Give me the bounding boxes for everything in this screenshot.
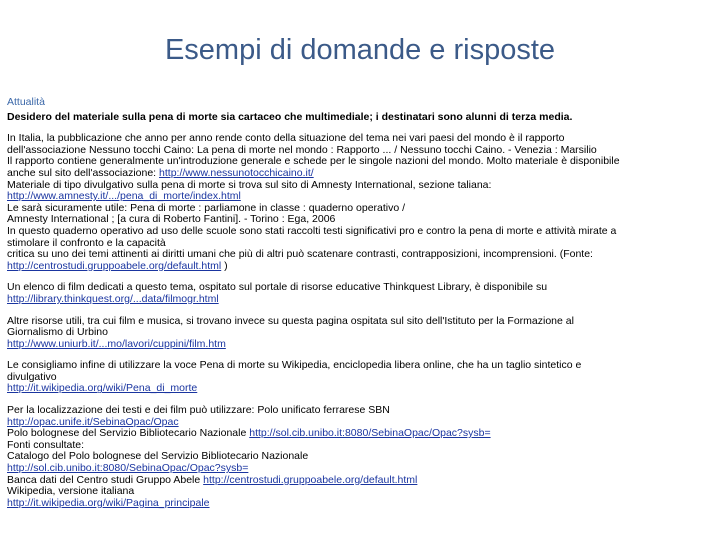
gruppo-abele-link-2[interactable]: http://centrostudi.gruppoabele.org/default.html (203, 473, 418, 486)
text-line (7, 498, 715, 510)
text-segment: Banca dati del Centro studi Gruppo Abele (7, 473, 204, 486)
page-title: Esempi di domande e risposte (164, 34, 556, 66)
text-line: Un elenco di film dedicati a questo tema, ospitato sul portale di risorse educative Thinkquest Library, è disponibile su (7, 281, 548, 294)
text-line: Catalogo del Polo bolognese del Servizio Bibliotecario Nazionale (7, 450, 309, 463)
wikipedia-pena-link[interactable]: http://it.wikipedia.org/wiki/Pena_di_morte (7, 382, 198, 395)
text-line: In Italia, la pubblicazione che anno per anno rende conto della situazione del tema nei vari paesi del mondo è il rapporto (7, 132, 565, 145)
text-line: In questo quaderno operativo ad uso delle scuole sono stati raccolti testi significativi pro e contro la pena di morte e attività mirate a (7, 224, 617, 237)
text-line: dell'associazione Nessuno tocchi Caino: La pena di morte nel mondo : Rapporto ... / Nessuno tocchi Caino. - Venezia : Marsilio (7, 143, 597, 156)
sol-cib-unibo-link-2[interactable]: http://sol.cib.unibo.it:8080/SebinaOpac/Opac?sysb= (7, 462, 249, 475)
nessuno-tocchi-caino-link[interactable]: http://www.nessunotocchicaino.it/ (159, 166, 314, 179)
text-line: Il rapporto contiene generalmente un'introduzione generale e schede per le singole nazioni del mondo. Molto materiale è disponibile (7, 155, 620, 168)
gruppo-abele-link[interactable]: http://centrostudi.gruppoabele.org/default.html (7, 259, 222, 272)
answer-paragraph-2 (7, 282, 715, 305)
content-body (7, 97, 715, 509)
text-line (7, 428, 715, 440)
text-line (7, 261, 715, 273)
text-line: critica su uno dei temi attinenti ai diritti umani che più di altri può scatenare contrasti, contrapposizioni, incomprensioni. (Fonte: (7, 248, 593, 261)
text-line (7, 339, 715, 351)
text-segment: ) (221, 259, 228, 272)
thinkquest-link[interactable]: http://library.thinkquest.org/...data/filmogr.html (7, 292, 219, 305)
text-line: Le sarà sicuramente utile: Pena di morte : parliamone in classe : quaderno operativo / (7, 201, 406, 214)
sol-cib-unibo-link[interactable]: http://sol.cib.unibo.it:8080/SebinaOpac/Opac?sysb= (249, 427, 491, 440)
text-line (7, 383, 715, 395)
answer-paragraph-5 (7, 405, 715, 509)
text-line (7, 168, 715, 180)
text-line: divulgativo (7, 370, 57, 383)
text-segment: Polo bolognese del Servizio Bibliotecario Nazionale (7, 427, 250, 440)
text-line: Le consigliamo infine di utilizzare la voce Pena di morte su Wikipedia, enciclopedia libera online, che ha un taglio sintetico e (7, 359, 582, 372)
question-text: Desidero del materiale sulla pena di morte sia cartaceo che multimediale; i destinatari sono alunni di terza media. (7, 110, 573, 123)
section-label: Attualità (7, 96, 45, 108)
text-line (7, 294, 715, 306)
text-segment: anche sul sito dell'associazione: (7, 166, 160, 179)
text-line: Giornalismo di Urbino (7, 326, 108, 339)
text-line: Fonti consultate: (7, 438, 85, 451)
wikipedia-main-link[interactable]: http://it.wikipedia.org/wiki/Pagina_principale (7, 496, 210, 509)
amnesty-link[interactable]: http://www.amnesty.it/.../pena_di_morte/index.html (7, 190, 241, 203)
text-line: Amnesty International ; [a cura di Roberto Fantini]. - Torino : Ega, 2006 (7, 213, 336, 226)
text-line: Altre risorse utili, tra cui film e musica, si trovano invece su questa pagina ospitata sul sito dell'Istituto per la Formazione al (7, 314, 574, 327)
answer-paragraph-1 (7, 133, 715, 272)
text-line: Materiale di tipo divulgativo sulla pena di morte si trova sul sito di Amnesty International, sezione taliana: (7, 178, 492, 191)
text-line: stimolare il confronto e la capacità (7, 236, 166, 249)
answer-paragraph-4 (7, 360, 715, 395)
text-line: Wikipedia, versione italiana (7, 485, 135, 498)
opac-unife-link[interactable]: http://opac.unife.it/SebinaOpac/Opac (7, 415, 179, 428)
text-line: Per la localizzazione dei testi e dei film può utilizzare: Polo unificato ferrarese SBN (7, 404, 390, 417)
answer-paragraph-3 (7, 316, 715, 351)
uniurb-link[interactable]: http://www.uniurb.it/...mo/lavori/cuppini/film.htm (7, 337, 226, 350)
text-line (7, 191, 715, 203)
